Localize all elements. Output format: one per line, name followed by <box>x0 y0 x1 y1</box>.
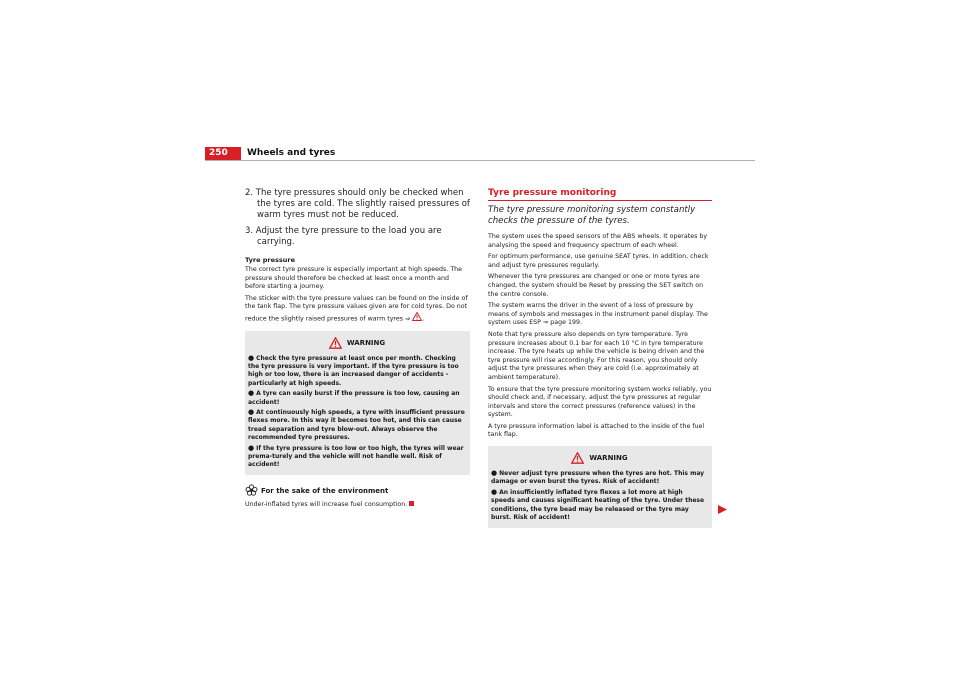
paragraph: The sticker with the tyre pressure values can be found on the inside of the tank flap. The tyre pressure values given are for cold tyres. Do not reduce the slightly raised pressures of warm tyres ⇒ . <box>245 295 470 325</box>
warning-triangle-icon[interactable] <box>412 312 422 325</box>
paragraph: The system uses the speed sensors of the ABS wheels. It operates by analysing the speed and frequency spectrum of each wheel. <box>488 233 708 249</box>
bullet-icon: ● <box>491 487 498 496</box>
warning-title: WARNING <box>589 454 628 463</box>
paragraph: Whenever the tyre pressures are changed or one or more tyres are changed, the system should be Reset by pressing the SET switch on the centre console. <box>488 273 704 298</box>
tyre-pressure-heading: Tyre pressure <box>245 256 296 264</box>
environment-header <box>245 482 470 501</box>
section-subtitle: The tyre pressure monitoring system constantly checks the pressure of the tyres. <box>488 205 696 226</box>
step-3: 3. Adjust the tyre pressure to the load you are carrying. <box>245 226 442 247</box>
paragraph: Note that tyre pressure also depends on tyre temperature. Tyre pressure increases about 0.1 bar for each 10 °C in tyre temperature increase. The tyre heats up while the vehicle is being driven and the tyre pressure will rise accordingly. For this reason, you should only adjust the tyre pressures when they are cold (i.e. approximately at ambient temperature). <box>488 330 705 381</box>
arrow-reference: ⇒ <box>405 315 411 323</box>
continue-arrow-icon[interactable] <box>718 499 727 518</box>
bullet-icon: ● <box>248 389 255 398</box>
warning-header <box>248 337 466 349</box>
warning-item: ● A tyre can easily burst if the pressure is too low, causing an accident! <box>248 389 460 406</box>
environment-text: Under-inflated tyres will increase fuel consumption. <box>245 501 470 510</box>
warning-header <box>491 452 708 464</box>
header-rule <box>205 160 755 161</box>
warning-box <box>245 331 470 475</box>
section-title: Tyre pressure monitoring <box>488 188 712 201</box>
warning-item: ● Never adjust tyre pressure when the tyres are hot. This may damage or even burst the tyres. Risk of accident! <box>491 469 705 486</box>
page-number-box <box>205 147 241 161</box>
warning-item: ● At continuously high speeds, a tyre with insufficient pressure flexes more. In this way it becomes too hot, and this can cause tread separation and tyre blow-out. Always observe the recommended tyre pressures. <box>248 408 465 442</box>
bullet-icon: ● <box>248 443 255 452</box>
warning-item: ● If the tyre pressure is too low or too high, the tyres will wear prema-turely and the vehicle will not handle well. Risk of accident! <box>248 443 464 469</box>
warning-box <box>488 446 712 527</box>
bullet-icon: ● <box>248 408 255 416</box>
environment-title: For the sake of the environment <box>261 487 389 496</box>
page-header <box>205 147 755 161</box>
step-2: 2. The tyre pressures should only be checked when the tyres are cold. The slightly raised pressures of warm tyres must not be reduced. <box>245 188 470 220</box>
paragraph: The correct tyre pressure is especially important at high speeds. The pressure should therefore be checked at least once a month and before starting a journey. <box>245 266 463 291</box>
right-column <box>488 188 712 528</box>
bullet-icon: ● <box>248 353 255 362</box>
warning-item: ● An insufficiently inflated tyre flexes a lot more at high speeds and causes significant heating of the tyre. Under these conditions, the tyre bead may be released or the tyre may burst. Risk of accident! <box>491 487 705 522</box>
section-end-marker <box>409 501 414 506</box>
environment-flower-icon <box>245 482 258 501</box>
warning-triangle-icon <box>329 337 342 349</box>
warning-item: ● Check the tyre pressure at least once per month. Checking the tyre pressure is very important. If the tyre pressure is too high or too low, there is an increased danger of accidents - particularly at high speeds. <box>248 353 459 387</box>
paragraph: The system warns the driver in the event of a loss of pressure by means of symbols and messages in the instrument panel display. The system uses ESP ⇒ page 199. <box>488 302 708 327</box>
warning-title: WARNING <box>346 338 386 347</box>
paragraph: A tyre pressure information label is attached to the inside of the fuel tank flap. <box>488 422 705 439</box>
running-title: Wheels and tyres <box>247 148 336 158</box>
bullet-icon: ● <box>491 469 498 478</box>
warning-triangle-icon <box>571 452 584 464</box>
paragraph-text: The sticker with the tyre pressure values can be found on the inside of the tank flap. The tyre pressure values given are for cold tyres. Do not reduce the slightly raised pressures of warm tyres <box>245 294 468 323</box>
page-number: 250 <box>209 148 228 158</box>
paragraph: For optimum performance, use genuine SEAT tyres. In addition, check and adjust tyre pressures regularly. <box>488 253 709 269</box>
paragraph: To ensure that the tyre pressure monitoring system works reliably, you should check and, if necessary, adjust the tyre pressures at regular intervals and store the correct pressures (reference values) in the system. <box>488 385 712 419</box>
left-column <box>245 188 470 512</box>
